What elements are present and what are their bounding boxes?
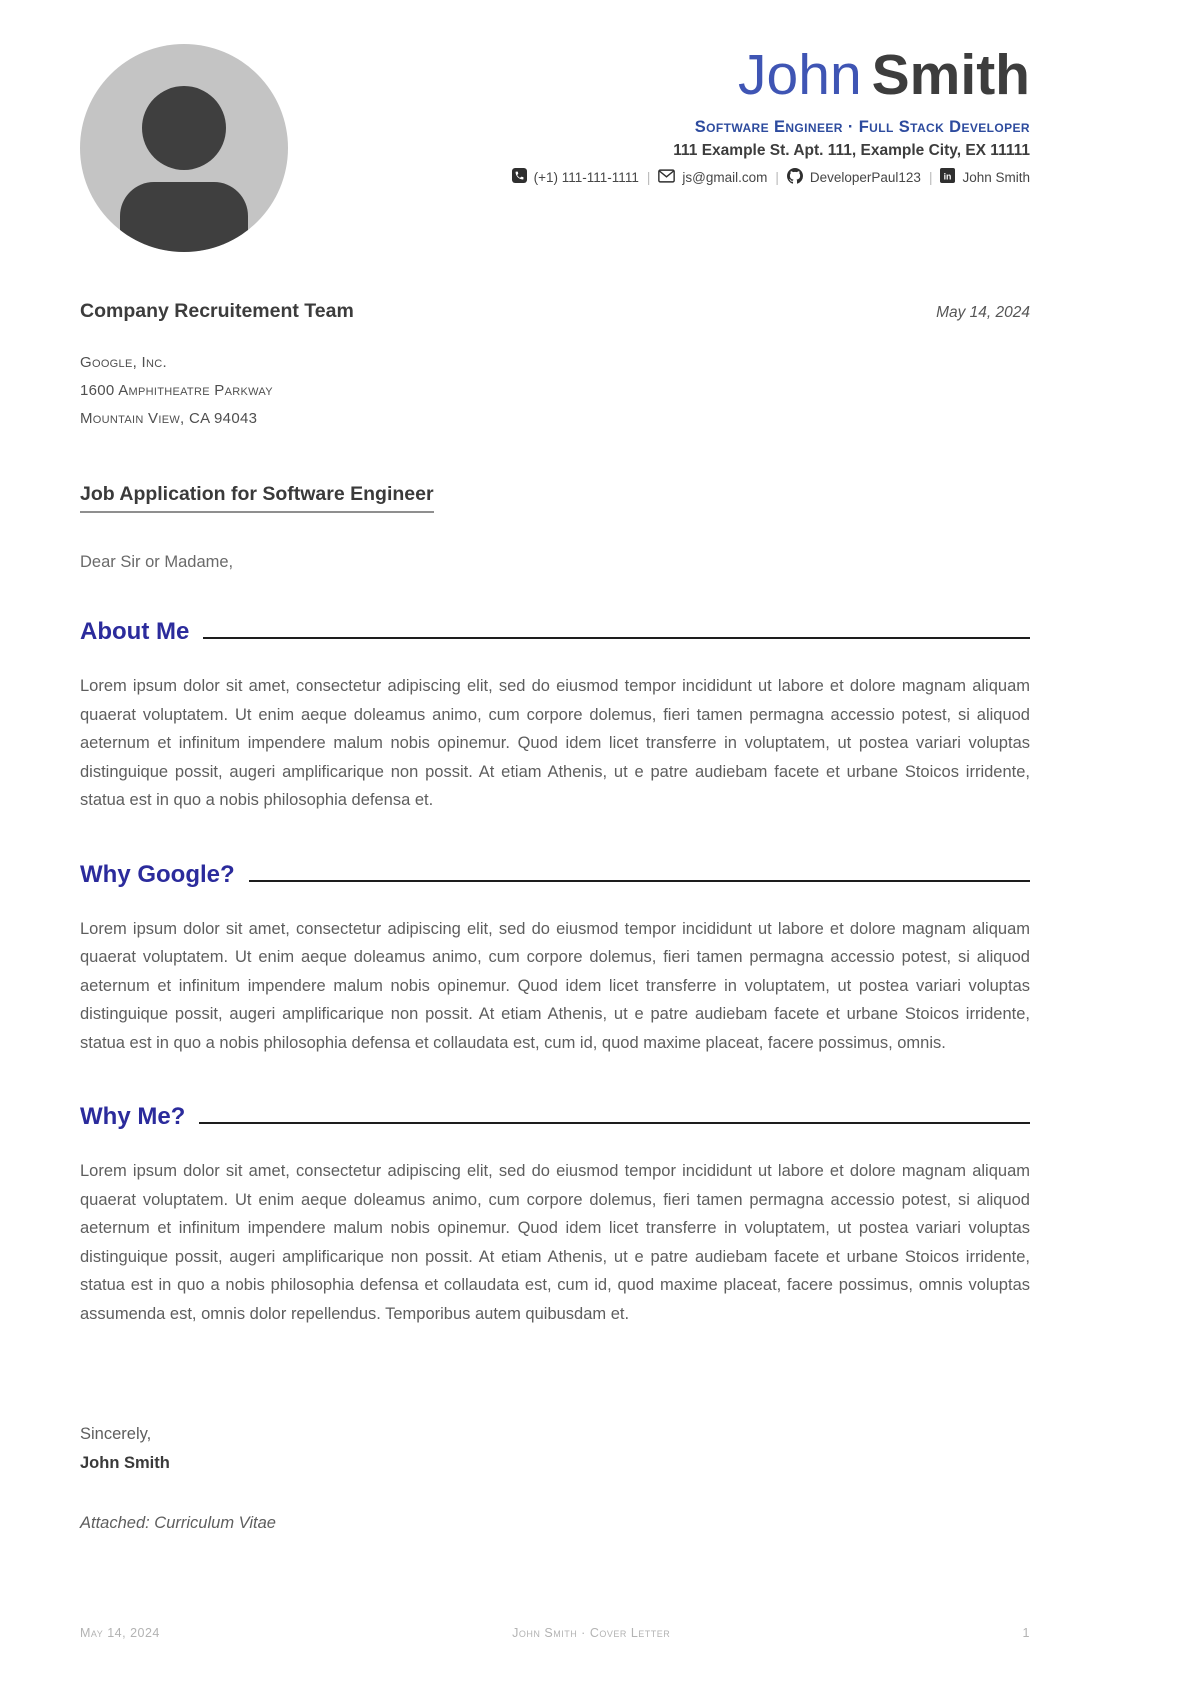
recipient-address — [80, 349, 1030, 433]
section-why-google — [80, 861, 1030, 1058]
section-title: Why Me? — [80, 1103, 186, 1130]
page-title — [288, 43, 1030, 107]
email-address[interactable]: js@gmail.com — [682, 169, 768, 185]
footer-page-number: 1 — [1022, 1626, 1030, 1640]
section-heading — [80, 861, 1030, 889]
recipient-name: Company Recruitement Team — [80, 300, 354, 322]
recipient-company: Google, Inc. — [80, 354, 167, 371]
closing-block — [80, 1420, 1030, 1478]
contact-separator: | — [646, 169, 651, 185]
attachment-note: Attached: Curriculum Vitae — [80, 1514, 276, 1532]
section-why-me — [80, 1103, 1030, 1328]
contact-row — [288, 168, 1030, 187]
section-rule — [199, 1122, 1030, 1124]
salutation: Dear Sir or Madame, — [80, 553, 234, 571]
postal-address: 111 Example St. Apt. 111, Example City, EX 11111 — [673, 141, 1030, 159]
section-body: Lorem ipsum dolor sit amet, consectetur adipiscing elit, sed do eiusmod tempor incididunt ut labore et dolore magnam aliquam quaerat voluptatem. Ut enim aeque doleamus animo, cum corpore dolemus, fieri tamen permagna accessio potest, si aliquod aeternum et infinitum impendere malum nobis opinemur. Quod idem licet transferre in voluptatem, ut postea variari voluptas distinguique possit, augeri amplificarique non possit. At etiam Athenis, ut e patre audiebam facete et urbane Stoicos irridente, statua est in quo a nobis philosophia defensa et. — [80, 677, 1030, 809]
section-title: About Me — [80, 618, 190, 645]
avatar — [80, 44, 288, 252]
first-name: John — [738, 43, 862, 107]
recipient-row — [80, 300, 1030, 323]
email-icon — [658, 169, 675, 186]
avatar-head-shape — [142, 86, 226, 170]
contact-separator: | — [928, 169, 933, 185]
section-rule — [249, 880, 1030, 882]
valediction: Sincerely, — [80, 1425, 152, 1443]
recipient-city: Mountain View, CA 94043 — [80, 410, 258, 427]
section-body: Lorem ipsum dolor sit amet, consectetur adipiscing elit, sed do eiusmod tempor incididunt ut labore et dolore magnam aliquam quaerat voluptatem. Ut enim aeque doleamus animo, cum corpore dolemus, fieri tamen permagna accessio potest, si aliquod aeternum et infinitum impendere malum nobis opinemur. Quod idem licet transferre in voluptatem, ut postea variari voluptas distinguique possit, augeri amplificarique non possit. At etiam Athenis, ut e patre audiebam facete et urbane Stoicos irridente, statua est in quo a nobis philosophia defensa et collaudata est, cum id, quod maxime placeat, facere possimus, omnis voluptas assumenda est, omnis dolor repellendus. Temporibus autem quibusdam et. — [80, 1162, 1030, 1323]
section-heading — [80, 1103, 1030, 1131]
section-body: Lorem ipsum dolor sit amet, consectetur adipiscing elit, sed do eiusmod tempor incididunt ut labore et dolore magnam aliquam quaerat voluptatem. Ut enim aeque doleamus animo, cum corpore dolemus, fieri tamen permagna accessio potest, si aliquod aeternum et infinitum impendere malum nobis opinemur. Quod idem licet transferre in voluptatem, ut postea variari voluptas distinguique possit, augeri amplificarique non possit. At etiam Athenis, ut e patre audiebam facete et urbane Stoicos irridente, statua est in quo a nobis philosophia defensa et collaudata est, cum id, quod maxime placeat, facere possimus, omnis. — [80, 919, 1030, 1052]
linkedin-icon — [940, 168, 955, 186]
section-rule — [203, 637, 1030, 639]
last-name: Smith — [871, 43, 1030, 107]
signature-name: John Smith — [80, 1454, 170, 1472]
header — [80, 0, 1030, 252]
phone-number[interactable]: (+1) 111-111-1111 — [533, 169, 639, 185]
svg-text:in: in — [944, 171, 952, 182]
header-identity — [288, 44, 1030, 187]
contact-separator: | — [775, 169, 779, 185]
recipient-street: 1600 Amphitheatre Parkway — [80, 382, 273, 399]
section-about-me — [80, 618, 1030, 815]
letter-date: May 14, 2024 — [936, 304, 1030, 321]
phone-icon — [512, 168, 527, 186]
github-handle[interactable]: DeveloperPaul123 — [809, 169, 921, 185]
section-title: Why Google? — [80, 860, 235, 888]
position-subtitle: Software Engineer · Full Stack Developer — [694, 117, 1030, 136]
subject-line — [80, 483, 1030, 513]
section-heading — [80, 618, 1030, 646]
avatar-shoulders-shape — [120, 182, 248, 252]
subject-text: Job Application for Software Engineer — [80, 483, 434, 513]
footer-date: May 14, 2024 — [80, 1626, 160, 1640]
linkedin-name[interactable]: John Smith — [962, 169, 1030, 185]
footer-doc-title: John Smith · Cover Letter — [512, 1626, 671, 1640]
page-footer — [80, 1626, 1030, 1640]
github-icon — [787, 168, 803, 187]
